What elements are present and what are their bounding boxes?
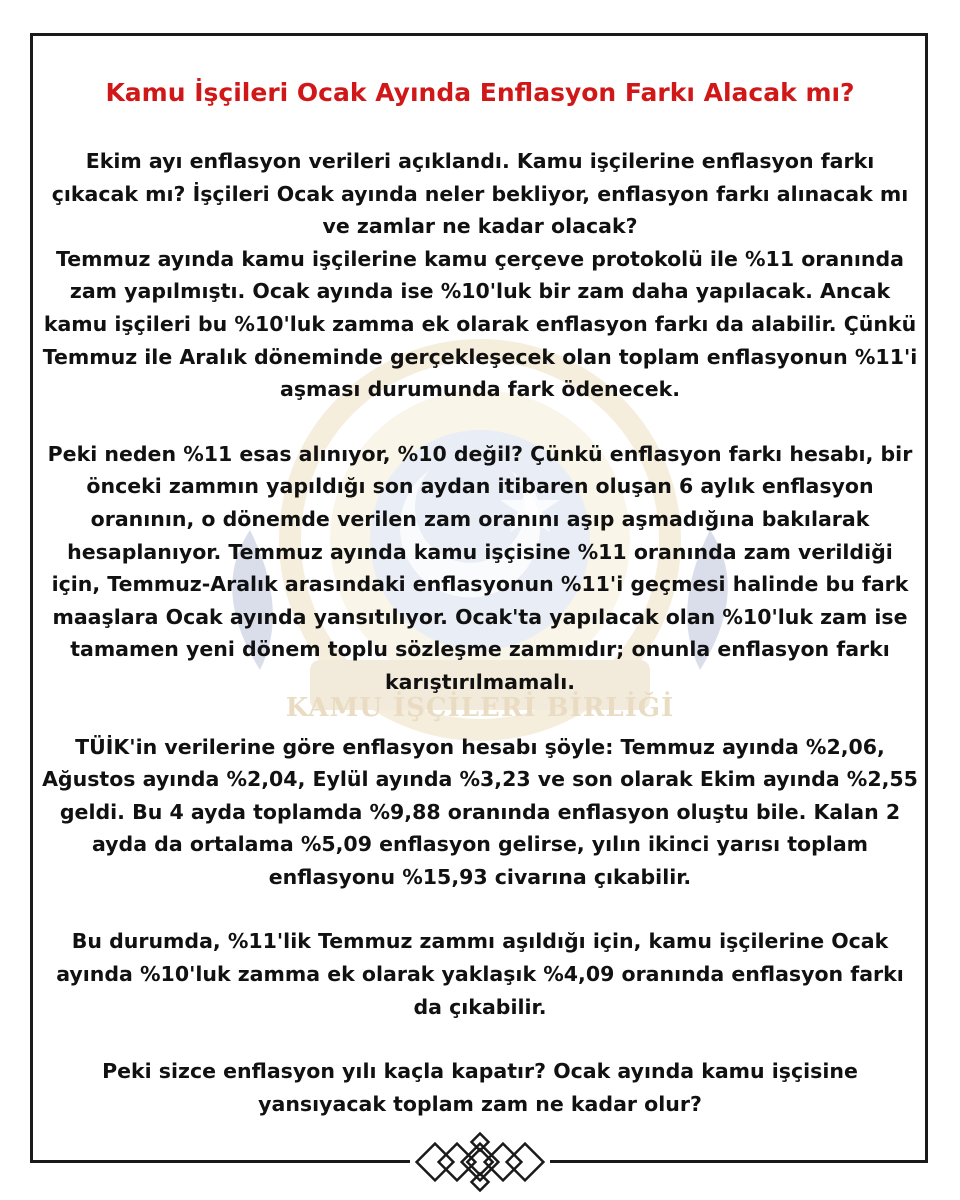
paragraph-july-raise: Temmuz ayında kamu işçilerine kamu çerçeve protokolü ile %11 oranında zam yapılmıştı. Ocak ayında ise %10'luk bir zam daha yapılacak. Ancak kamu işçileri bu %10'luk zamma ek olarak enflasyon farkı da alabilir. Çünkü Temmuz ile Aralık döneminde gerçekleşecek olan toplam enflasyonun %11'i aşması durumunda fark ödenecek.	[42, 246, 918, 402]
paragraph-intro: Ekim ayı enflasyon verileri açıklandı. Kamu işçilerine enflasyon farkı çıkacak mı? İşçileri Ocak ayında neler bekliyor, enflasyon farkı alınacak mı ve zamlar ne kadar olacak?	[51, 149, 909, 239]
paragraph-why-eleven: Peki neden %11 esas alınıyor, %10 değil? Çünkü enflasyon farkı hesabı, bir önceki zammın yapıldığı son aydan itibaren oluşan 6 aylık enflasyon oranının, o dönemde verilen zam oranını aşıp aşmadığına bakılarak hesaplanıyor. Temmuz ayında kamu işçisine %11 oranında zam verildiği için, Temmuz-Aralık arasındaki enflasyonun %11'i geçmesi halinde bu fark maaşlara Ocak ayında yansıtılıyor. Ocak'ta yapılacak olan %10'luk zam ise tamamen yeni dönem toplu sözleşme zammıdır; onunla enflasyon farkı karıştırılmamalı.	[47, 441, 913, 694]
article-body	[42, 145, 918, 1120]
ornament-knot-icon	[410, 1132, 550, 1192]
paragraph-question: Peki sizce enflasyon yılı kaçla kapatır? Ocak ayında kamu işçisine yansıyacak toplam zam ne kadar olur?	[102, 1059, 858, 1116]
watermark-text: KAMU İŞÇİLERİ BİRLİĞİ	[285, 693, 675, 723]
paragraph-conclusion: Bu durumda, %11'lik Temmuz zammı aşıldığı için, kamu işçilerine Ocak ayında %10'luk zamma ek olarak yaklaşık %4,09 oranında enflasyon farkı da çıkabilir.	[56, 929, 904, 1019]
page-title: Kamu İşçileri Ocak Ayında Enflasyon Farkı Alacak mı?	[105, 78, 855, 107]
paragraph-tuik-data: TÜİK'in verilerine göre enflasyon hesabı şöyle: Temmuz ayında %2,06, Ağustos ayında %2,04, Eylül ayında %3,23 ve son olarak Ekim ayında %2,55 geldi. Bu 4 ayda toplamda %9,88 oranında enflasyon oluştu bile. Kalan 2 ayda da ortalama %5,09 enflasyon gelirse, yılın ikinci yarısı toplam enflasyonu %15,93 civarına çıkabilir.	[42, 734, 918, 889]
